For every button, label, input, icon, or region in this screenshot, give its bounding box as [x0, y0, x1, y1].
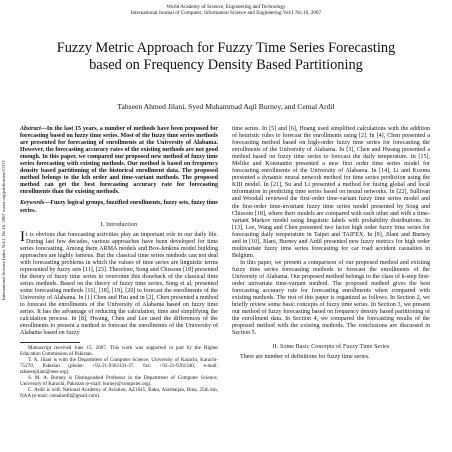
journal-header [0, 4, 452, 16]
related-work-paragraph: time series. In [5] and [6], Huang used simplified calculations with the addition of heuristic rules to forecast the enrollments using [2]. In [4], Chen presented a forecasting method based on high-order fuzzy time series for forecasting the enrollments of the University of Alabama. In [3], Chen and Hwang presented a method based on fuzzy time series to forecast the daily temperature. In [15], Melike and Konstantin presented a new first order time series model for forecasting enrollments of the University of Alabama. In [14], Li and Kozma presented a dynamic neural network method for time series prediction using the KIII model. In [21], Su and Li presented a method for fusing global and local information in predicting time series based on neural networks. In [22], Sullivan and Woodall reviewed the first-order time-variant fuzzy time series model and the first-order time-invariant fuzzy time series model presented by Song and Chissom [18], where their models are compared with each other and with a time-variant Markov model using linguistic labels with probability distributions. In [13], Lee, Wang and Chen presented two factor high order fuzzy time series for forecasting daily temperature in Taipei and TAIFEX. In [9], Jilani and Burney and in [10], Jilani, Burney and Ardil presented new fuzzy metrics for high order multivariate fuzzy time series forecasting for car road accident casualties in Belgium. [232, 126, 430, 259]
abstract [20, 126, 218, 196]
abstract-text: —In the last 15 years, a number of methods have been proposed for forecasting based on fuzzy time series. Most of the fuzzy time series methods are presented for forecasting of enrollments at the University of Alabama. However, the forecasting accuracy rates of the existing methods are not good enough. In this paper, we compared our proposed new method of fuzzy time series forecasting with existing methods. Our method is based on frequency density based partitioning of the historical enrollment data. The proposed method belongs to the kth order and time-variant methods. The proposed method can get the best forecasting accuracy rate for forecasting enrollments than the existing methods. [20, 126, 218, 196]
definitions-paragraph: There are number of definitions for fuzzy time series. [240, 354, 370, 361]
footnote-author-1: T. A. Jilani is with the Department of Computer Science, University of Karachi, Karachi-75270, Pakistan (phone: +92-21-9363131-37, fax: +92-21-9261340, e-mail: tahseenjilani@ieee.org). [20, 357, 218, 376]
index-sidebar: International Science Index Vol:1, No:10, 2007 waset.org/publication/11371 [1, 159, 6, 300]
paper-outline-paragraph: In this paper, we present a comparison of our proposed method and existing fuzzy time series forecasting methods to forecast the enrollments of the University of Alabama. Our proposed method belongs to the class of k-step first-order univariate time-variant method. The proposed method gives the best forecasting accuracy rate for forecasting enrollments when compared with existing methods. The rest of this paper is organized as follows. In Section 2, we briefly review some basic concepts of fuzzy time series. In Section 3, we present our method of fuzzy forecasting based on frequency density based partitioning of the enrollment data. In Section 4, we compared the forecasting results of the proposed method with the existing methods. The conclusions are discussed in Section 5. [232, 259, 430, 337]
paper-authors: Tahseen Ahmed Jilani, Syed Muhammad Aqil Burney, and Cemal Ardil [117, 102, 335, 111]
left-column [20, 126, 218, 399]
abstract-label: Abstract [20, 126, 41, 132]
keywords-label: Keywords [20, 200, 45, 207]
footnote-divider [20, 342, 80, 343]
right-column [232, 126, 430, 362]
journal-volume: International Journal of Computer, Information Science and Engineering Vol:1 No:10, 2007 [130, 10, 322, 16]
intro-paragraph: It is obvious that forecasting activities play an important role in our daily life. During last few decades, various approaches have been developed for time series forecasting. Among them ARMA models and Box-Jenkins model building approaches are highly famous. But the classical time series methods can not deal with forecasting problems in which the values of time series are linguistic terms represented by fuzzy sets [11], [23]. Therefore, Song and Chissom [18] presented the theory of fuzzy time series to overcome this drawback of the classical time series methods. Based on the theory of fuzzy time series, Song et al. presented some forecasting methods [16], [18], [19], [20] to forecast the enrollments of the University of Alabama. In [1] Chen and Hsu and in [2], Chen presented a method to forecast the enrollments of the University of Alabama based on fuzzy time series. It has the advantage of reducing the calculation, time and simplifying the calculation process. In [8], Hwang, Chen and Lee used the differences of the enrollments to present a method to forecast the enrollments of the University of Alabama based on fuzzy [20, 228, 218, 337]
journal-name: World Academy of Science, Engineering and Technology [166, 4, 286, 10]
footnote-author-3: C. Ardil is with National Academy of Aviation, AZ1045, Baku, Azerbaijan, Bina, 25th km, NAA (e-mail: cemalardil@gmail.com). [20, 387, 218, 400]
footnote-author-2: S. M. A. Burney is Distinguished Professor in the Department of Computer Science, University of Karachi, Pakistan (e-mail: burney@computer.org). [20, 375, 218, 388]
keywords-text: —Fuzzy logical groups, fuzzified enrollments, fuzzy sets, fuzzy time series. [20, 200, 218, 214]
section-heading-introduction: I. Introduction [100, 221, 138, 228]
keywords [20, 200, 218, 214]
footnote-manuscript: Manuscript received June 15, 2007. This work was supported in part by the Higher Education Commission of Pakistan. [20, 345, 218, 358]
paper-title: Fuzzy Metric Approach for Fuzzy Time Series Forecasting based on Frequency Density Based Partitioning [56, 40, 396, 73]
section-heading-basic-concepts: II. Some Basic Concepts of Fuzzy Time Series [272, 344, 390, 351]
